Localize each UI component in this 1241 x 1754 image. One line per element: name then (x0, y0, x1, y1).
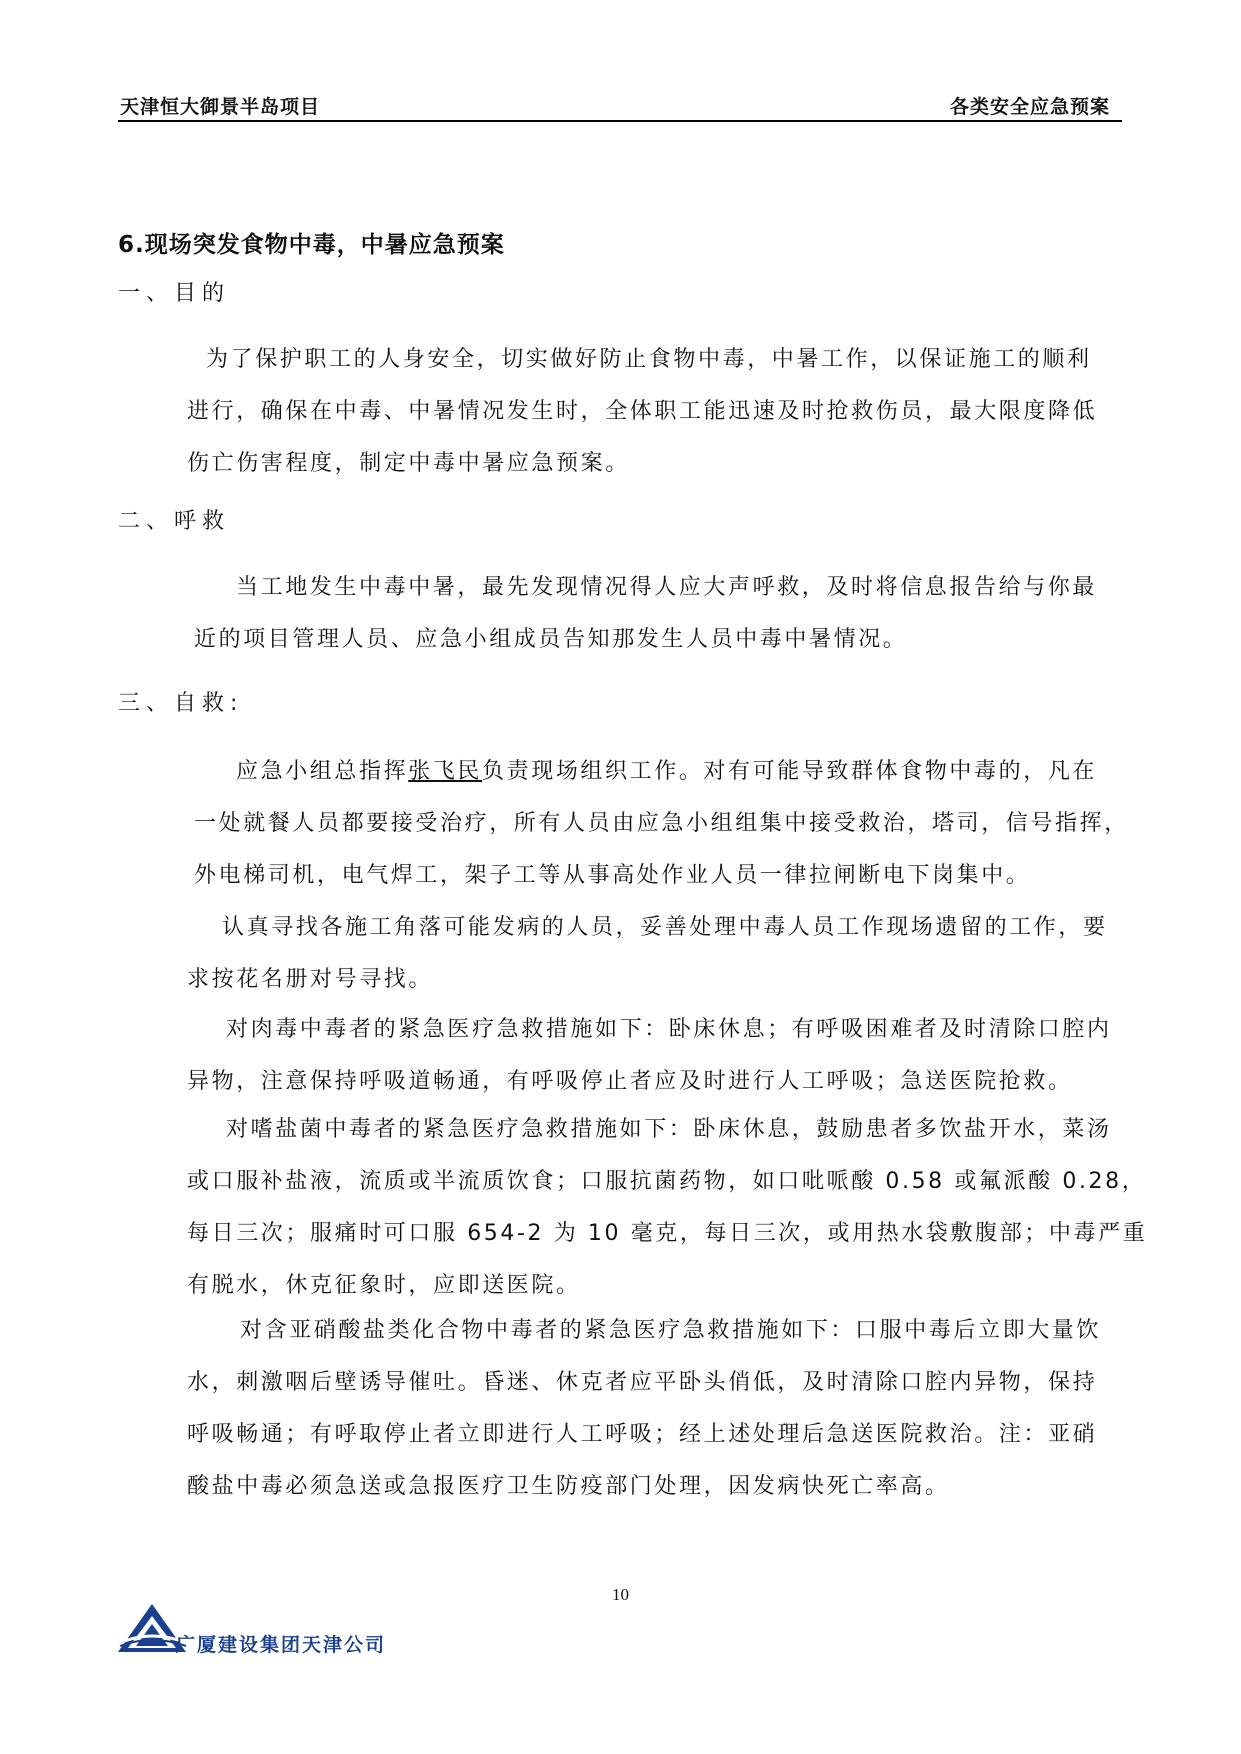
paragraph-line: 外电梯司机，电气焊工，架子工等从事高处作业人员一律拉闸断电下岗集中。 (194, 863, 1031, 888)
paragraph-line: 为了保护职工的人身安全，切实做好防止食物中毒，中暑工作，以保证施工的顺利 (206, 347, 1092, 372)
paragraph-line (236, 746, 1122, 798)
heading-purpose: 一、目的 (118, 281, 231, 306)
paragraph-line: 伤亡伤害程度，制定中毒中暑应急预案。 (187, 451, 630, 476)
paragraph-line: 对含亚硝酸盐类化合物中毒者的紧急医疗急救措施如下：口服中毒后立即大量饮 (240, 1318, 1102, 1343)
heading-call-for-help: 二、呼救 (118, 509, 231, 534)
paragraph-line: 近的项目管理人员、应急小组成员告知那发生人员中毒中暑情况。 (194, 627, 908, 652)
text-fragment: 负责现场组织工作。对有可能导致群体食物中毒的，凡在 (482, 759, 1098, 784)
section-title: 6.现场突发食物中毒，中暑应急预案 (118, 232, 505, 258)
paragraph-line: 求按花名册对号寻找。 (187, 967, 434, 992)
paragraph-line: 酸盐中毒必须急送或急报医疗卫生防疫部门处理，因发病快死亡率高。 (187, 1474, 950, 1499)
commander-name: 张飞民 (408, 759, 483, 784)
footer-company-name: 广厦建设集团天津公司 (176, 1634, 387, 1656)
paragraph-line: 当工地发生中毒中暑，最先发现情况得人应大声呼救，及时将信息报告给与你最 (236, 575, 1098, 600)
paragraph-botulism (187, 1004, 1122, 1108)
paragraph-line: 对肉毒中毒者的紧急医疗急救措施如下：卧床休息；有呼吸困难者及时清除口腔内 (226, 1017, 1112, 1042)
header-document-type: 各类安全应急预案 (949, 96, 1110, 118)
paragraph-command (194, 746, 1129, 902)
paragraph-line: 进行，确保在中毒、中暑情况发生时，全体职工能迅速及时抢救伤员，最大限度降低 (187, 399, 1098, 424)
paragraph-call-for-help (194, 562, 1122, 666)
heading-self-rescue: 三、自救: (118, 691, 244, 716)
paragraph-search (187, 902, 1122, 1006)
paragraph-nitrite (187, 1305, 1122, 1513)
paragraph-line: 或口服补盐液，流质或半流质饮食；口服抗菌药物，如口吡哌酸 0.58 或氟派酸 0.28， (187, 1169, 1147, 1194)
paragraph-line: 对嗜盐菌中毒者的紧急医疗急救措施如下：卧床休息，鼓励患者多饮盐开水，菜汤 (226, 1117, 1112, 1142)
page-number: 10 (612, 1585, 629, 1604)
paragraph-line: 有脱水，休克征象时，应即送医院。 (187, 1273, 581, 1298)
text-fragment: 应急小组总指挥 (236, 759, 409, 784)
paragraph-line: 一处就餐人员都要接受治疗，所有人员由应急小组组集中接受救治，塔司，信号指挥， (194, 811, 1129, 836)
page-header (118, 92, 1122, 122)
paragraph-line: 认真寻找各施工角落可能发病的人员，妥善处理中毒人员工作现场遗留的工作，要 (222, 915, 1108, 940)
paragraph-halophilic (187, 1104, 1148, 1312)
paragraph-purpose (187, 334, 1122, 490)
paragraph-line: 异物，注意保持呼吸道畅通，有呼吸停止者应及时进行人工呼吸；急送医院抢救。 (187, 1069, 1073, 1094)
header-project-name: 天津恒大御景半岛项目 (120, 96, 321, 118)
paragraph-line: 水，刺激咽后壁诱导催吐。昏迷、休克者应平卧头俏低，及时清除口腔内异物，保持 (187, 1370, 1098, 1395)
paragraph-line: 每日三次；服痛时可口服 654-2 为 10 毫克，每日三次，或用热水袋敷腹部；中毒严重 (187, 1221, 1148, 1246)
paragraph-line: 呼吸畅通；有呼取停止者立即进行人工呼吸；经上述处理后急送医院救治。注：亚硝 (187, 1422, 1098, 1447)
